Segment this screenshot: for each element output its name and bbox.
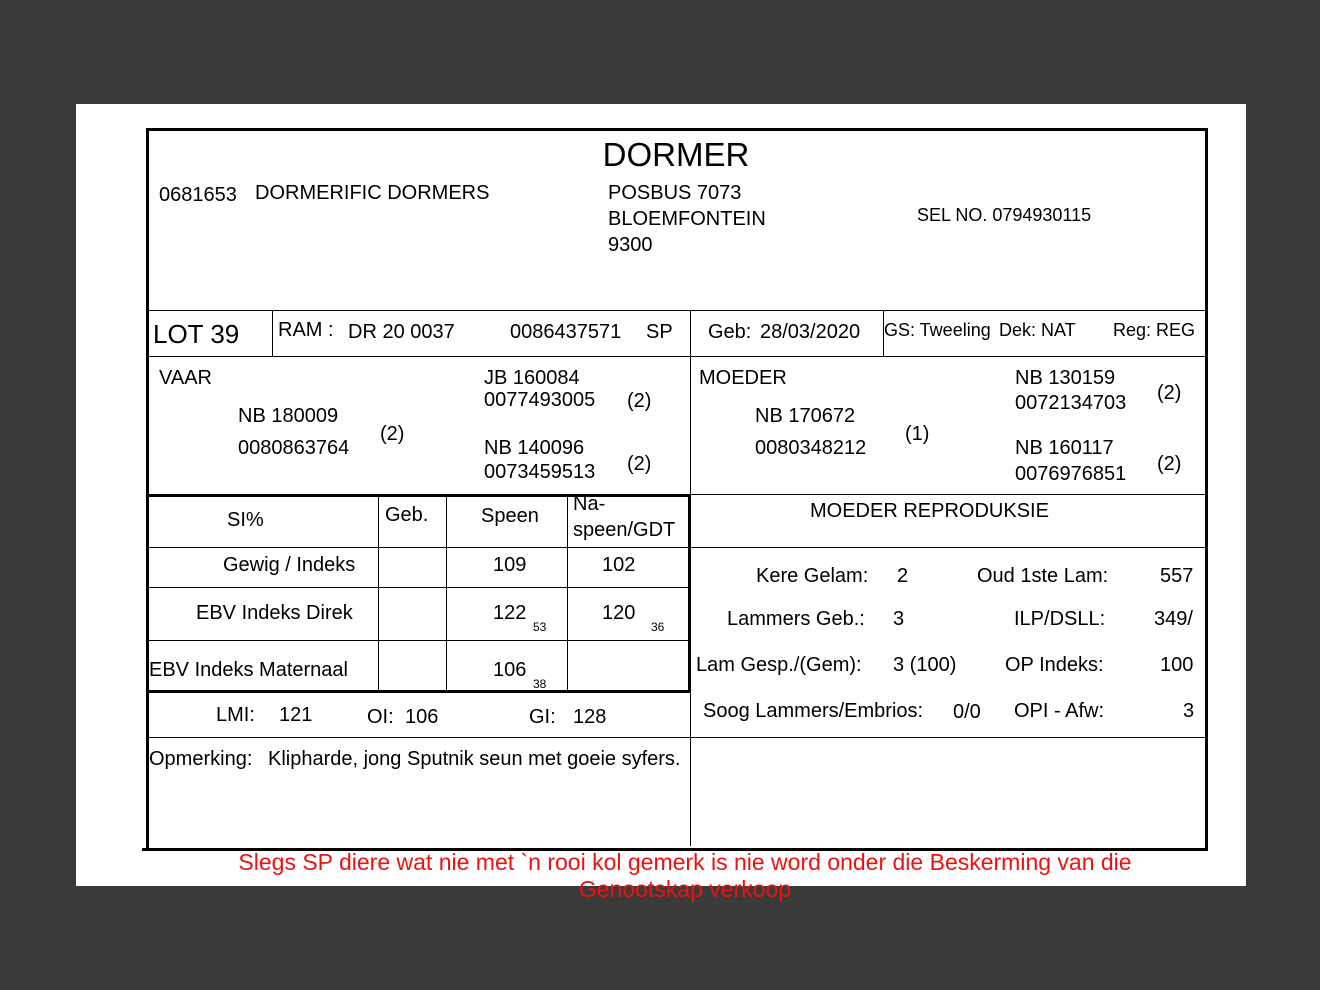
auction-lot-card <box>146 128 1204 848</box>
sire-registration: 0080863764 <box>238 437 350 459</box>
card-right-border <box>1205 128 1208 850</box>
lmi-label: LMI: <box>216 704 255 726</box>
breeder-name: DORMERIFIC DORMERS <box>255 182 490 204</box>
sire-dam-count: (2) <box>627 453 652 475</box>
divider <box>146 737 690 738</box>
ebv-direct-weaning: 122 <box>493 602 527 624</box>
sire-dam-id: NB 140096 <box>484 437 585 459</box>
si-table-top-border <box>146 494 691 497</box>
dam-dam-registration: 0076976851 <box>1015 463 1127 485</box>
card-left-border <box>146 128 149 850</box>
sire-sire-id: JB 160084 <box>484 367 580 389</box>
protection-notice-line2: Genootskap verkoop <box>578 876 792 902</box>
card-top-border <box>146 128 1208 131</box>
post-weaning-header-line2: speen/GDT <box>573 519 676 541</box>
dam-sire-registration: 0072134703 <box>1015 392 1127 414</box>
dam-dam-id: NB 160117 <box>1015 437 1114 459</box>
ebv-maternal-label: EBV Indeks Maternaal <box>149 659 348 681</box>
dam-reproduction-title: MOEDER REPRODUKSIE <box>810 500 1049 522</box>
opi-deviation-label: OPI - Afw: <box>1014 700 1105 722</box>
divider <box>567 494 568 690</box>
birth-label: Geb: <box>708 321 752 343</box>
divider <box>446 494 447 690</box>
divider <box>146 640 690 641</box>
divider <box>272 310 273 356</box>
document-page <box>76 104 1246 902</box>
sire-count: (2) <box>380 423 405 445</box>
lambs-weaned-label: Lam Gesp./(Gem): <box>696 654 862 676</box>
op-index-value: 100 <box>1160 654 1194 676</box>
suckling-lambs-embryos-value: 0/0 <box>953 701 981 723</box>
ebv-direct-weaning-accuracy: 53 <box>533 620 547 634</box>
divider <box>146 587 690 588</box>
divider <box>690 737 1206 738</box>
dam-sire-id: NB 130159 <box>1015 367 1116 389</box>
si-header: SI% <box>227 509 264 531</box>
ram-class: SP <box>646 321 673 343</box>
ilp-dsll-label: ILP/DSLL: <box>1014 608 1106 630</box>
si-table-right-border <box>688 494 691 692</box>
birth-status: GS: Tweeling <box>884 320 991 340</box>
ram-label: RAM : <box>278 319 334 341</box>
remark-text: Klipharde, jong Sputnik seun met goeie syfers. <box>268 748 681 770</box>
mating-type: Dek: NAT <box>999 320 1076 340</box>
weaning-column-header: Speen <box>481 505 539 527</box>
times-lambed-label: Kere Gelam: <box>756 565 869 587</box>
gi-value: 128 <box>573 706 607 728</box>
ebv-direct-label: EBV Indeks Direk <box>196 602 353 624</box>
dam-dam-count: (2) <box>1157 453 1182 475</box>
post-weaning-header-line1: Na- <box>573 493 606 515</box>
age-first-lamb-value: 557 <box>1160 565 1194 587</box>
sire-dam-registration: 0073459513 <box>484 461 596 483</box>
ilp-dsll-value: 349/ <box>1154 608 1193 630</box>
oi-label: OI: <box>367 706 394 728</box>
opi-deviation-value: 3 <box>1183 700 1195 722</box>
age-first-lamb-label: Oud 1ste Lam: <box>977 565 1109 587</box>
divider <box>146 356 1206 357</box>
protection-notice-line1: Slegs SP diere wat nie met `n rooi kol gemerk is nie word onder die Beskerming van die <box>238 849 1132 875</box>
address-line-1: POSBUS 7073 <box>608 182 742 204</box>
ebv-direct-post-weaning: 120 <box>602 602 636 624</box>
suckling-lambs-embryos-label: Soog Lammers/Embrios: <box>703 700 924 722</box>
gi-label: GI: <box>529 706 556 728</box>
sel-number: SEL NO. 0794930115 <box>917 205 1092 225</box>
sire-sire-registration: 0077493005 <box>484 389 596 411</box>
dam-registration: 0080348212 <box>755 437 867 459</box>
ram-registration: 0086437571 <box>510 321 622 343</box>
divider <box>146 310 1206 311</box>
address-line-3: 9300 <box>608 234 653 256</box>
member-number: 0681653 <box>159 184 237 206</box>
ebv-maternal-weaning: 106 <box>493 659 527 681</box>
lambs-born-label: Lammers Geb.: <box>727 608 865 630</box>
divider <box>378 494 379 690</box>
lambs-born-value: 3 <box>893 608 905 630</box>
lambs-weaned-value: 3 (100) <box>893 654 957 676</box>
ebv-maternal-weaning-accuracy: 38 <box>533 677 547 691</box>
oi-value: 106 <box>405 706 439 728</box>
lot-number: LOT 39 <box>153 319 240 349</box>
divider <box>690 494 1206 495</box>
dam-id: NB 170672 <box>755 405 856 427</box>
breed-title: DORMER <box>602 136 750 173</box>
times-lambed-value: 2 <box>897 565 909 587</box>
sire-section-label: VAAR <box>159 367 212 389</box>
weight-index-post-weaning: 102 <box>602 554 636 576</box>
weight-index-label: Gewig / Indeks <box>223 554 356 576</box>
op-index-label: OP Indeks: <box>1005 654 1104 676</box>
remark-label: Opmerking: <box>149 748 253 770</box>
birth-column-header: Geb. <box>385 504 429 526</box>
registration-status: Reg: REG <box>1113 320 1196 340</box>
sire-sire-count: (2) <box>627 390 652 412</box>
lmi-value: 121 <box>279 704 313 726</box>
dam-count: (1) <box>905 423 930 445</box>
ram-id: DR 20 0037 <box>348 321 455 343</box>
weight-index-weaning: 109 <box>493 554 527 576</box>
sire-id: NB 180009 <box>238 405 339 427</box>
divider <box>146 547 1206 548</box>
dam-sire-count: (2) <box>1157 382 1182 404</box>
dam-section-label: MOEDER <box>699 367 787 389</box>
si-table-bottom-border <box>146 690 691 693</box>
ebv-direct-post-weaning-accuracy: 36 <box>651 620 665 634</box>
address-line-2: BLOEMFONTEIN <box>608 208 766 230</box>
birth-date: 28/03/2020 <box>760 321 861 343</box>
